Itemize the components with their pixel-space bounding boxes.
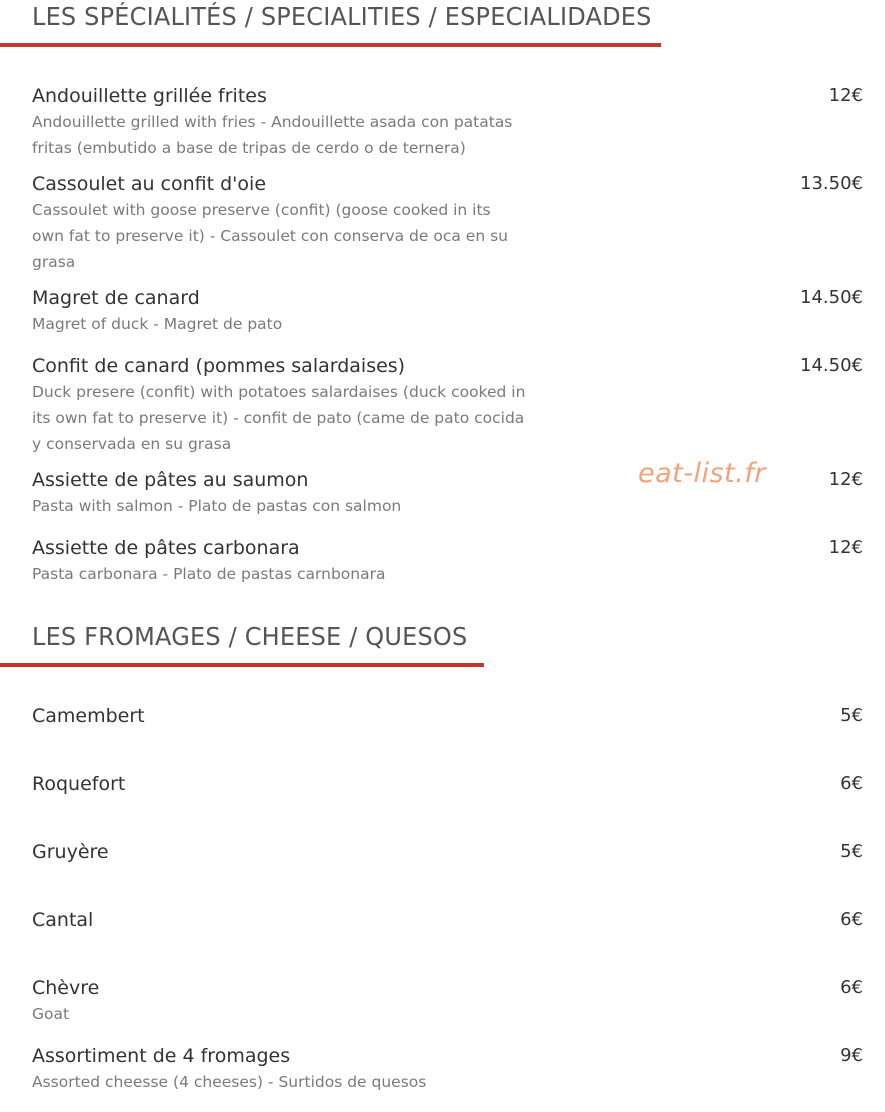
item-name: Assiette de pâtes au saumon [32, 469, 309, 491]
section-title-cheese: LES FROMAGES / CHEESE / QUESOS [32, 622, 468, 651]
item-price: 14.50€ [800, 355, 863, 376]
item-price: 12€ [828, 537, 863, 558]
item-description: Cassoulet with goose preserve (confit) (goose cooked in its own fat to preserve it) - Cassoulet con conserva de oca en su grasa [32, 201, 508, 271]
item-price: 6€ [840, 773, 863, 794]
item-description: Andouillette grilled with fries - Andouillette asada con patatas fritas (embutido a base de tripas de cerdo o de ternera) [32, 113, 513, 157]
item-name: Magret de canard [32, 287, 200, 309]
section-underline-cheese [0, 663, 484, 667]
item-name: Camembert [32, 705, 145, 727]
item-description: Pasta carbonara - Plato de pastas carnbonara [32, 565, 386, 583]
item-name: Roquefort [32, 773, 126, 795]
item-price: 6€ [840, 909, 863, 930]
item-description: Assorted cheesse (4 cheeses) - Surtidos de quesos [32, 1073, 427, 1091]
item-price: 9€ [840, 1045, 863, 1066]
item-name: Cassoulet au confit d'oie [32, 173, 267, 195]
item-price: 14.50€ [800, 287, 863, 308]
item-price: 12€ [828, 469, 863, 490]
item-name: Confit de canard (pommes salardaises) [32, 355, 406, 377]
item-name: Cantal [32, 909, 94, 931]
item-description: Magret of duck - Magret de pato [32, 315, 283, 333]
item-price: 13.50€ [800, 173, 863, 194]
watermark: eat-list.fr [638, 458, 766, 489]
item-description: Goat [32, 1005, 70, 1023]
item-description: Duck presere (confit) with potatoes salardaises (duck cooked in its own fat to preserve it) - confit de pato (came de pato cocida y conservada en su grasa [32, 383, 526, 453]
item-name: Andouillette grillée frites [32, 85, 267, 107]
section-title-specialities: LES SPÉCIALITÉS / SPECIALITIES / ESPECIALIDADES [32, 2, 652, 31]
section-underline-specialities [0, 43, 661, 47]
item-price: 5€ [840, 841, 863, 862]
item-name: Chèvre [32, 977, 100, 999]
item-price: 12€ [828, 85, 863, 106]
item-price: 6€ [840, 977, 863, 998]
item-name: Assortiment de 4 fromages [32, 1045, 291, 1067]
item-name: Assiette de pâtes carbonara [32, 537, 300, 559]
item-name: Gruyère [32, 841, 109, 863]
item-description: Pasta with salmon - Plato de pastas con salmon [32, 497, 402, 515]
item-price: 5€ [840, 705, 863, 726]
